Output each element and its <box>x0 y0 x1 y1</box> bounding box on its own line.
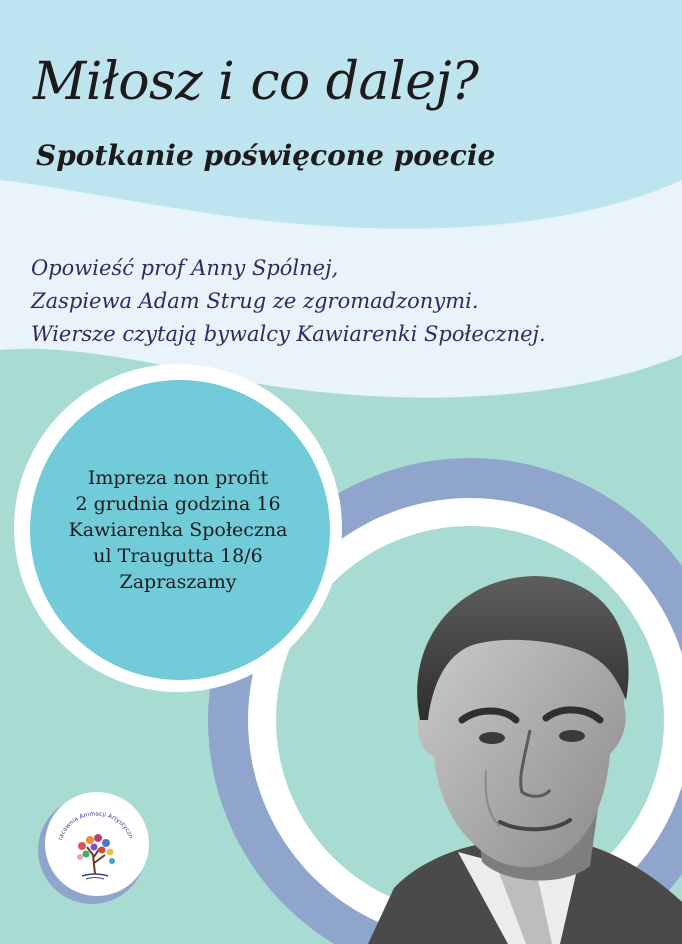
sky-header <box>0 0 682 229</box>
detail-line: Impreza non profit <box>87 467 269 489</box>
poet-portrait <box>358 570 682 944</box>
poster-title: Miłosz i co dalej? <box>33 52 479 112</box>
program-line: Zaspiewa Adam Strug ze zgromadzonymi. <box>31 289 479 313</box>
event-details <box>28 380 328 680</box>
logo-text: racownia Animacji Artystyczn <box>57 810 135 842</box>
program-line: Wiersze czytają bywalcy Kawiarenki Społecznej. <box>31 322 546 346</box>
poster-subtitle: Spotkanie poświęcone poecie <box>36 139 496 172</box>
right-eye <box>559 730 585 742</box>
organizer-logo <box>40 800 150 886</box>
program-line: Opowieść prof Anny Spólnej, <box>31 256 339 280</box>
detail-line: Kawiarenka Społeczna <box>68 519 288 541</box>
detail-line: ul Traugutta 18/6 <box>93 545 263 567</box>
tree-icon <box>77 834 115 879</box>
detail-line: Zapraszamy <box>119 571 237 593</box>
detail-line: 2 grudnia godzina 16 <box>75 493 281 515</box>
left-eye <box>479 732 505 744</box>
program-description <box>31 252 546 351</box>
